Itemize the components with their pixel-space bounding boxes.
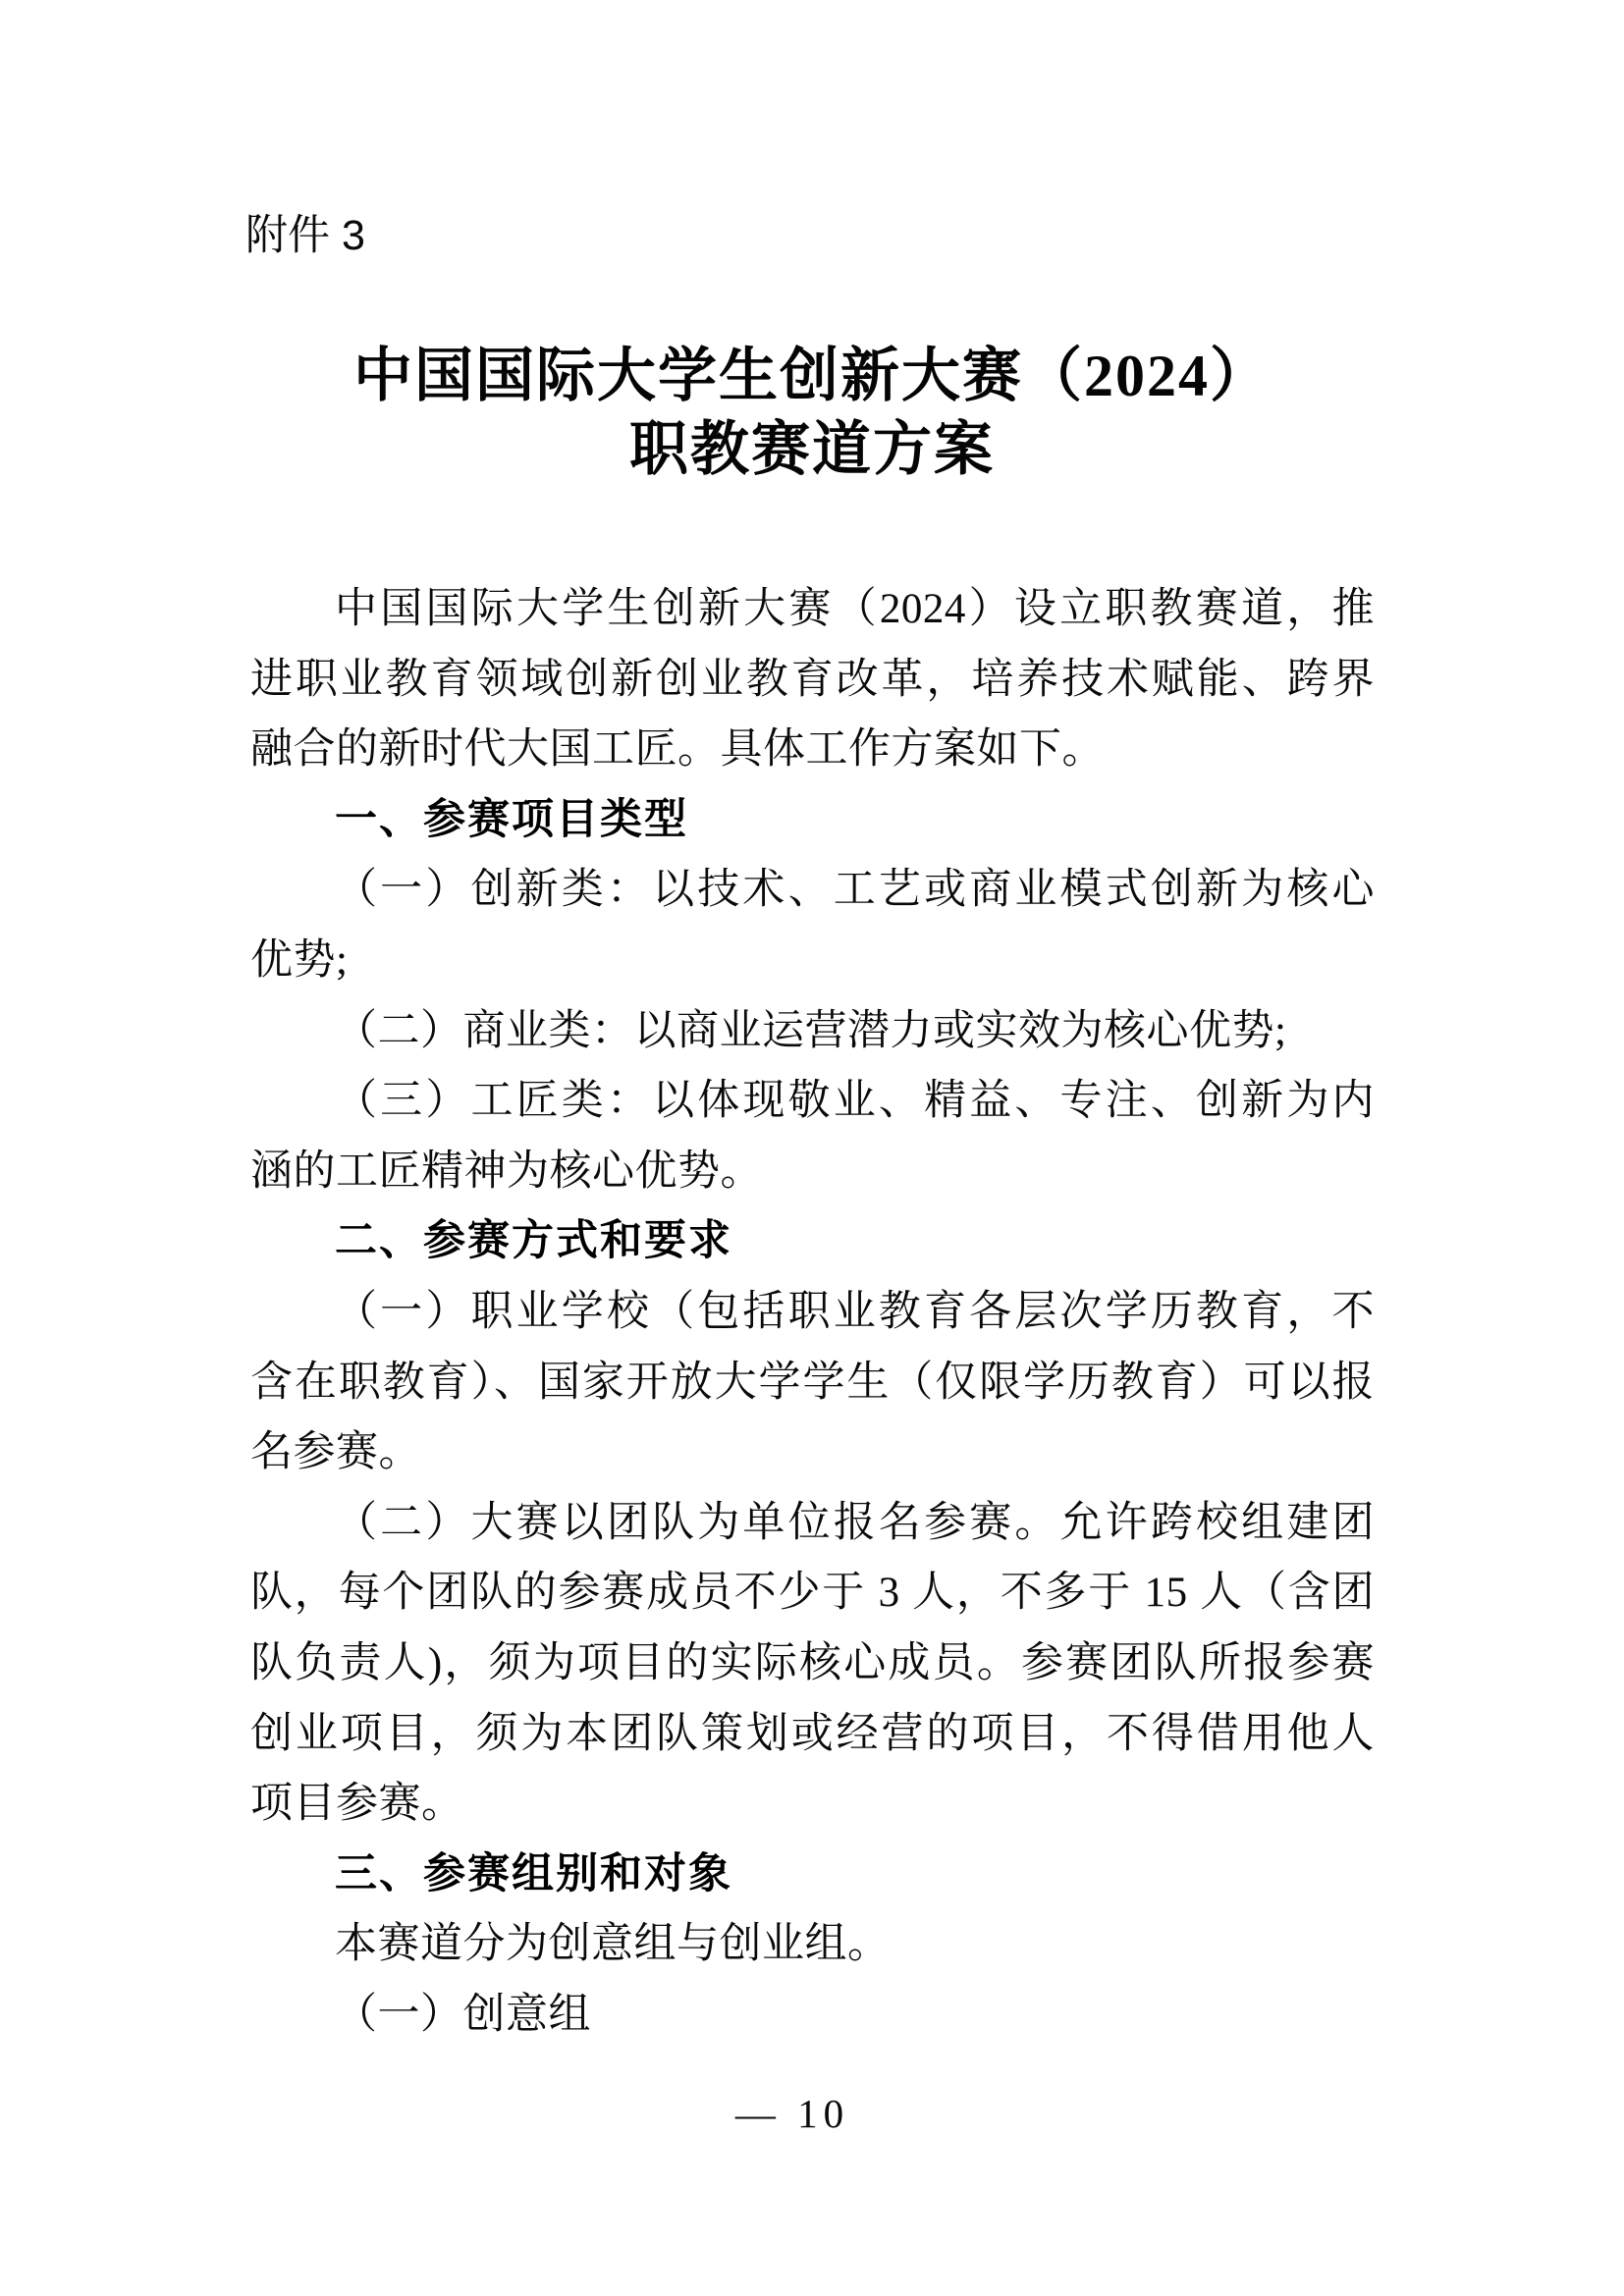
attachment-label: 附件 3 (245, 212, 365, 259)
body-line: （三）工匠类：以体现敬业、精益、专注、创新为内 (335, 1078, 1375, 1125)
page-number: — 10 (734, 2091, 850, 2136)
section-heading: 二、参赛方式和要求 (335, 1217, 732, 1265)
body-line: 优势; (250, 936, 349, 984)
section-heading: 三、参赛组别和对象 (335, 1849, 732, 1897)
body-line: 涵的工匠精神为核心优势。 (250, 1148, 763, 1195)
body-line: （二）商业类：以商业运营潜力或实效为核心优势; (335, 1007, 1287, 1054)
body-line: 队负责人)，须为项目的实际核心成员。参赛团队所报参赛 (250, 1639, 1375, 1686)
body-line: （二）大赛以团队为单位报名参赛。允许跨校组建团 (335, 1499, 1375, 1546)
document-title (0, 340, 1624, 487)
body-line: 中国国际大学生创新大赛（2024）设立职教赛道，推 (335, 586, 1375, 632)
body-line: 名参赛。 (250, 1429, 421, 1476)
body-line: 队，每个团队的参赛成员不少于 3 人，不多于 15 人（含团 (250, 1570, 1375, 1617)
document-title-line2: 职教赛道方案 (629, 417, 995, 482)
document-title-line1: 中国国际大学生创新大赛（2024） (353, 344, 1271, 408)
body-line: 本赛道分为创意组与创业组。 (335, 1921, 891, 1968)
body-line: 含在职教育）、国家开放大学学生（仅限学历教育）可以报 (250, 1359, 1375, 1406)
page-footer (0, 2089, 1624, 2138)
body-line: （一）创意组 (335, 1991, 591, 2038)
body-line: 项目参赛。 (250, 1781, 464, 1828)
body-line: （一）创新类：以技术、工艺或商业模式创新为核心 (335, 867, 1375, 914)
body-line: 创业项目，须为本团队策划或经营的项目，不得借用他人 (250, 1710, 1375, 1757)
body-line: 融合的新时代大国工匠。具体工作方案如下。 (250, 726, 1105, 774)
body-line: 进职业教育领域创新创业教育改革，培养技术赋能、跨界 (250, 656, 1375, 703)
body-line: （一）职业学校（包括职业教育各层次学历教育，不 (335, 1288, 1375, 1335)
section-heading: 一、参赛项目类型 (335, 795, 688, 843)
document-body (250, 574, 1375, 2050)
